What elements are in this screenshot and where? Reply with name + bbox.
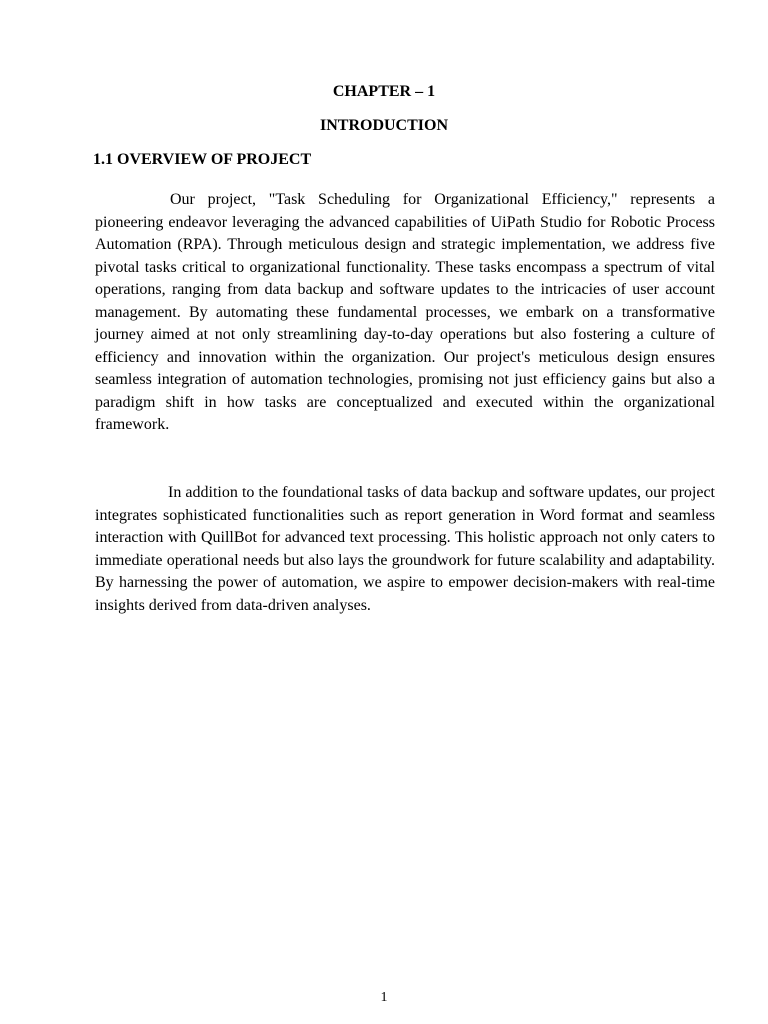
page-number: 1 [380,990,388,1005]
body-paragraph-1: Our project, "Task Scheduling for Organizational Efficiency," represents a pioneering endeavor leveraging the advanced capabilities of UiPath Studio for Robotic Process Automation (RPA). Through meticulous design and strategic implementation, we address five pivotal tasks critical to organizational functionality. These tasks encompass a spectrum of vital operations, ranging from data backup and software updates to the intricacies of user account management. By automating these fundamental processes, we embark on a transformative journey aimed at not only streamlining day-to-day operations but also fostering a culture of efficiency and innovation within the organization. Our project's meticulous design ensures seamless integration of automation technologies, promising not just efficiency gains but also a paradigm shift in how tasks are conceptualized and executed within the organizational framework. [95,191,715,433]
chapter-title: CHAPTER – 1 [332,83,436,100]
subsection-heading: 1.1 OVERVIEW OF PROJECT [93,151,312,168]
section-title: INTRODUCTION [319,117,448,134]
body-paragraph-2: In addition to the foundational tasks of data backup and software updates, our project integrates sophisticated functionalities such as report generation in Word format and seamless interaction with QuillBot for advanced text processing. This holistic approach not only caters to immediate operational needs but also lays the groundwork for future scalability and adaptability. By harnessing the power of automation, we aspire to empower decision-makers with real-time insights derived from data-driven analyses. [95,484,715,614]
